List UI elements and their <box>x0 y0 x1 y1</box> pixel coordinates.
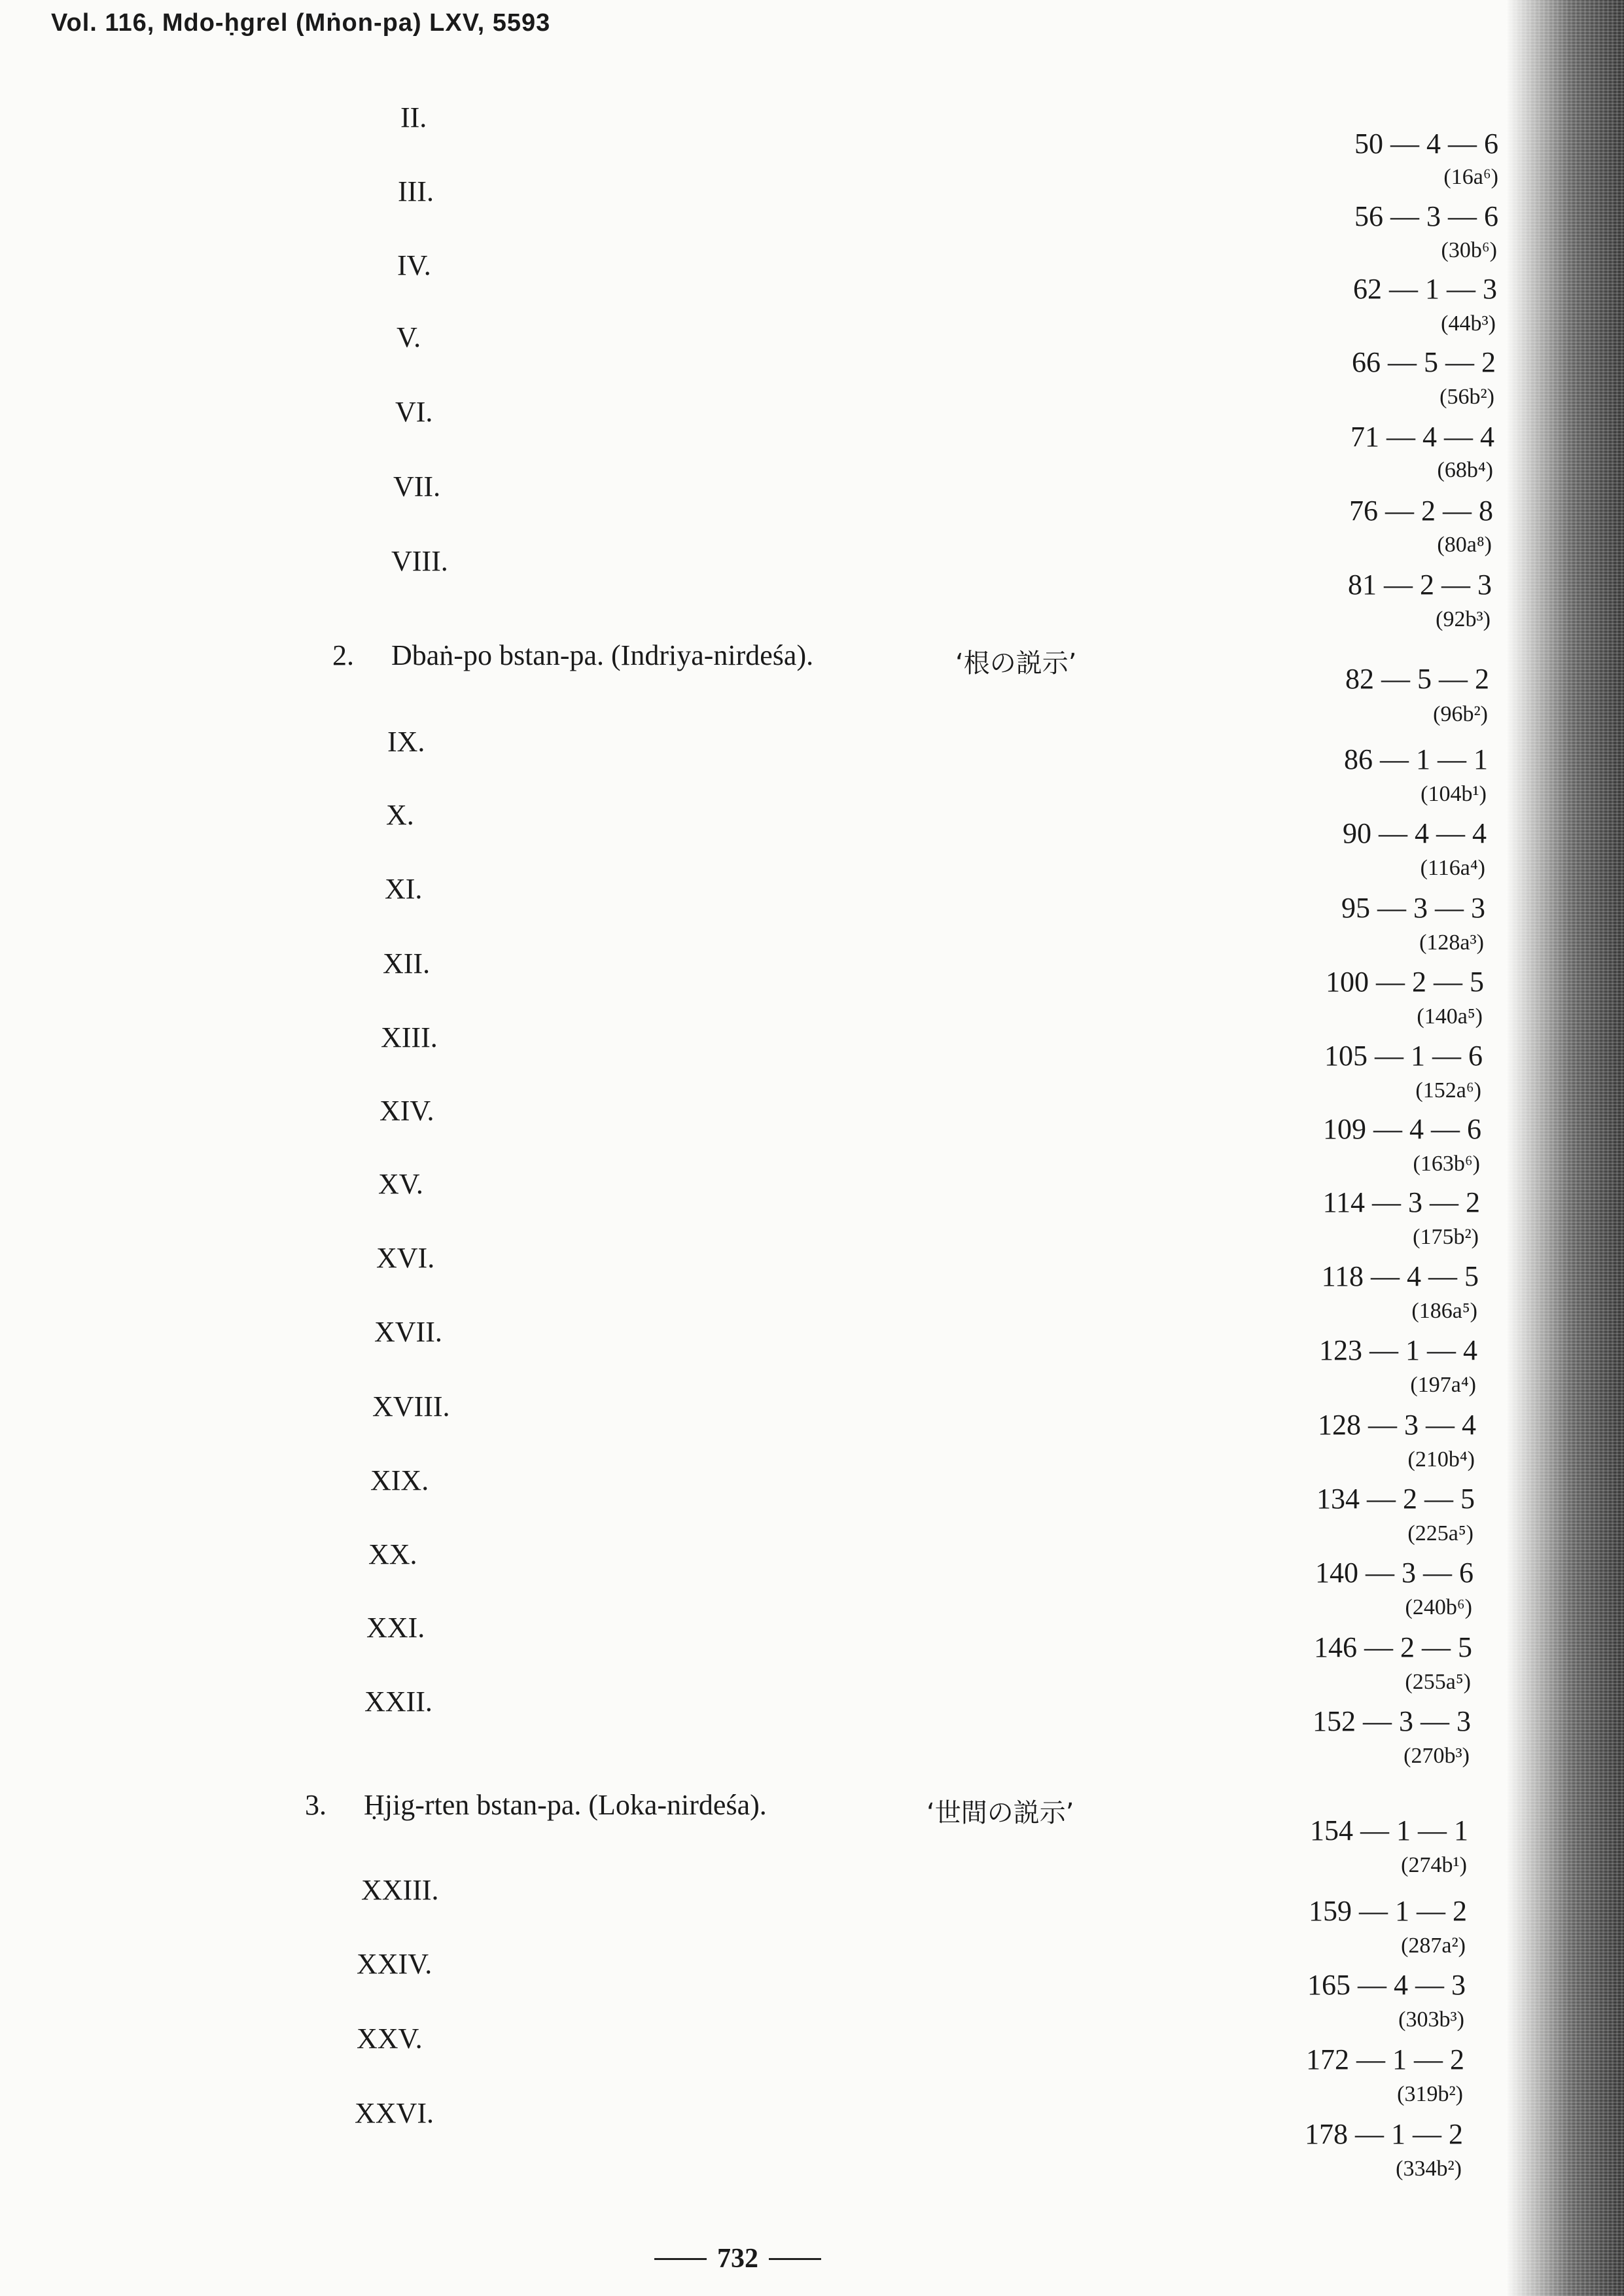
chapter-number: XXIV. <box>357 1948 432 1980</box>
chapter-number: XIX. <box>370 1464 429 1496</box>
chapter-number: XII. <box>383 947 431 980</box>
chapter-number: XVI. <box>376 1242 435 1274</box>
section-number: 3. <box>305 1789 327 1821</box>
page-reference: 118 — 4 — 5 <box>1321 1260 1479 1292</box>
section-heading <box>332 639 1077 679</box>
folio-number: (68b⁴) <box>1437 458 1493 482</box>
page-reference: 109 — 4 — 6 <box>1323 1113 1481 1145</box>
page-reference: 81 — 2 — 3 <box>1348 569 1492 601</box>
folio-number: (287a²) <box>1401 1934 1466 1958</box>
folio-number: (92b³) <box>1436 607 1491 631</box>
page-reference: 82 — 5 — 2 <box>1345 663 1489 695</box>
chapter-number: IV. <box>397 249 431 281</box>
folio-number: (240b⁶) <box>1405 1595 1472 1619</box>
chapter-number: XIV. <box>380 1095 434 1127</box>
folio-number: (128a³) <box>1419 930 1484 955</box>
chapter-number: VIII. <box>391 545 448 577</box>
chapter-number: VI. <box>395 396 433 428</box>
page-reference: 71 — 4 — 4 <box>1350 421 1494 453</box>
page-number: 732 <box>717 2244 758 2274</box>
folio-number: (140a⁵) <box>1417 1004 1483 1029</box>
section-title: Ḥjig-rten bstan-pa. (Loka-nirdeśa). <box>364 1789 767 1821</box>
chapter-number: XXI. <box>366 1612 425 1644</box>
page-reference: 172 — 1 — 2 <box>1306 2043 1464 2075</box>
section-number: 2. <box>332 639 354 671</box>
page-reference: 123 — 1 — 4 <box>1319 1334 1477 1366</box>
folio-number: (319b²) <box>1397 2082 1463 2106</box>
section-title: Dbaṅ-po bstan-pa. (Indriya-nirdeśa). <box>391 639 814 671</box>
folio-number: (210b⁴) <box>1407 1447 1475 1472</box>
chapter-number: V. <box>397 321 421 353</box>
folio-number: (274b¹) <box>1401 1853 1467 1877</box>
page-reference: 66 — 5 — 2 <box>1352 346 1496 378</box>
folio-number: (104b¹) <box>1421 782 1487 806</box>
folio-number: (56b²) <box>1439 385 1494 409</box>
page-reference: 134 — 2 — 5 <box>1316 1483 1475 1515</box>
folio-number: (96b²) <box>1433 702 1488 726</box>
folio-number: (80a⁸) <box>1437 533 1492 557</box>
section-heading <box>305 1788 1074 1828</box>
page-reference: 152 — 3 — 3 <box>1313 1705 1471 1737</box>
chapter-number: XV. <box>378 1168 423 1200</box>
running-header: Vol. 116, Mdo-ḥgrel (Mṅon-pa) LXV, 5593 <box>51 9 551 37</box>
page-reference: 56 — 3 — 6 <box>1354 200 1498 232</box>
folio-number: (225a⁵) <box>1407 1521 1474 1545</box>
page-reference: 165 — 4 — 3 <box>1307 1969 1466 2001</box>
page-footer <box>654 2243 821 2274</box>
folio-number: (186a⁵) <box>1411 1299 1477 1323</box>
folio-number: (44b³) <box>1441 311 1496 336</box>
folio-number: (175b²) <box>1413 1225 1479 1249</box>
page-reference: 105 — 1 — 6 <box>1324 1040 1483 1072</box>
page-reference: 154 — 1 — 1 <box>1310 1814 1468 1846</box>
page-reference: 86 — 1 — 1 <box>1344 743 1488 775</box>
folio-number: (16a⁶) <box>1443 165 1498 189</box>
chapter-number: XX. <box>368 1538 417 1570</box>
page-reference: 50 — 4 — 6 <box>1354 128 1498 160</box>
chapter-number: II. <box>400 101 427 133</box>
footer-dash-left <box>654 2258 707 2260</box>
page-reference: 128 — 3 — 4 <box>1318 1409 1476 1441</box>
chapter-number: XIII. <box>381 1021 438 1053</box>
page-reference: 159 — 1 — 2 <box>1309 1895 1467 1927</box>
folio-number: (197a⁴) <box>1410 1373 1476 1397</box>
folio-number: (163b⁶) <box>1413 1152 1480 1176</box>
folio-number: (152a⁶) <box>1415 1078 1481 1103</box>
folio-number: (116a⁴) <box>1420 856 1485 880</box>
chapter-number: XVII. <box>374 1316 442 1348</box>
folio-number: (303b³) <box>1398 2007 1464 2032</box>
chapter-number: XXVI. <box>355 2097 434 2129</box>
chapter-number: IX. <box>387 726 425 758</box>
chapter-number: XXII. <box>364 1686 432 1718</box>
chapter-number: XVIII. <box>372 1390 450 1422</box>
folio-number: (270b³) <box>1403 1744 1470 1768</box>
section-japanese-title: ‘世間の説示’ <box>927 1798 1074 1828</box>
page-reference: 100 — 2 — 5 <box>1326 966 1484 998</box>
page-reference: 90 — 4 — 4 <box>1343 817 1487 849</box>
page-reference: 178 — 1 — 2 <box>1305 2118 1463 2150</box>
chapter-number: XXIII. <box>361 1874 439 1906</box>
page-reference: 95 — 3 — 3 <box>1341 892 1485 924</box>
folio-number: (30b⁶) <box>1441 238 1497 262</box>
chapter-number: III. <box>398 175 434 207</box>
chapter-number: VII. <box>393 470 441 503</box>
page-reference: 62 — 1 — 3 <box>1353 273 1497 305</box>
chapter-number: XI. <box>385 873 423 905</box>
page-reference: 114 — 3 — 2 <box>1322 1186 1480 1218</box>
folio-number: (255a⁵) <box>1405 1670 1471 1694</box>
chapter-number: XXV. <box>357 2022 423 2055</box>
page-reference: 76 — 2 — 8 <box>1349 495 1493 527</box>
section-japanese-title: ‘根の説示’ <box>955 648 1077 679</box>
page-reference: 140 — 3 — 6 <box>1315 1557 1474 1589</box>
scan-edge-noise <box>1506 0 1624 2296</box>
footer-dash-right <box>769 2258 821 2260</box>
page-reference: 146 — 2 — 5 <box>1314 1631 1472 1663</box>
folio-number: (334b²) <box>1396 2157 1462 2181</box>
chapter-number: X. <box>386 799 414 831</box>
